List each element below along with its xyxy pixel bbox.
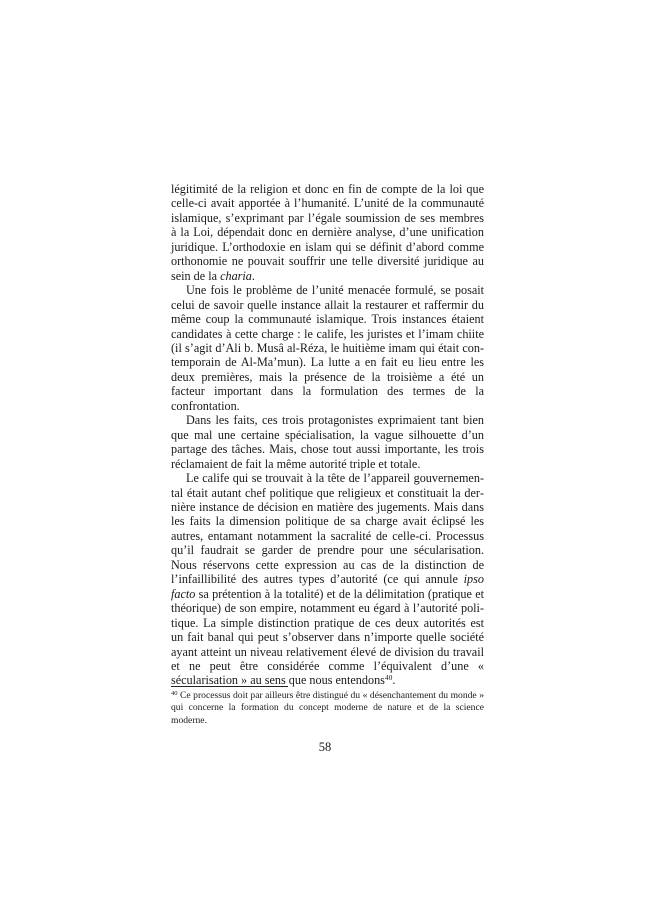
text-segment: Une fois le problème de l’unité menacée formulé, se posait celui de savoir quelle instance allait la restaurer et raffermir du même coup la communauté islamique. Trois instances étaient candidates à cette charge : le calife, les juristes et l’imam chiite (il s’agit d’Ali b. Musâ al-Réza, le huitième imam qui était contemporain de Al-Ma’mun). La lutte a en fait eu lieu entre les deux premières, mais la présence de la troisième a été un facteur important dans la formulation des termes de la confrontation. <box>171 283 484 413</box>
footnote-separator <box>171 686 288 687</box>
footnote-number: 40 <box>171 690 178 697</box>
body-text <box>171 182 484 688</box>
italic-text: ipso facto <box>171 572 484 601</box>
text-segment: légitimité de la religion et donc en fin de compte de la loi que celle-ci avait apportée à l’humanité. L’unité de la communauté islamique, s’exprimant par l’égale soumission de ses membres à la Loi, dépendait donc en dernière analyse, d’une unification juridique. L’orthodoxie en islam qui se définit d’abord comme orthonomie ne pouvait souffrir une telle diversité juridique au sein de la <box>171 182 484 283</box>
paragraph <box>171 283 484 413</box>
footnote <box>171 690 484 727</box>
text-segment: Le calife qui se trouvait à la tête de l’appareil gouvernemental était autant chef politique que religieux et constituait la dernière instance de décision en matière des jugements. Mais dans les faits la dimension politique de sa charge avait éclipsé les autres, entamant notamment la sacralité de celle-ci. Processus qu’il faudrait se garder de prendre pour une sécularisation. Nous réservons cette expression au cas de la distinction de l’infaillibilité des autres types d’autorité (ce qui annule <box>171 471 484 587</box>
text-segment: . <box>251 268 255 283</box>
page-number: 58 <box>318 740 332 754</box>
paragraph <box>171 413 484 471</box>
italic-text: charia <box>220 268 252 283</box>
paragraph <box>171 471 484 688</box>
footnote-reference: 40 <box>384 673 393 683</box>
text-segment: sa prétention à la totalité) et de la délimitation (pratique et théorique) de son empire, notamment eu égard à l’autorité politique. La simple distinction pratique de ces deux autorités est un fait banal qui peut s’observer dans n’importe quelle société ayant atteint un niveau relativement élevé de division du travail et ne peut être considérée comme l’équivalent d’une « sécularisation » au sens que nous entendons <box>171 586 484 688</box>
paragraph <box>171 182 484 283</box>
footnote-text: Ce processus doit par ailleurs être distingué du « désenchantement du monde » qui concerne la formation du concept moderne de nature et de la science moderne. <box>171 690 484 726</box>
text-segment: . <box>392 673 396 688</box>
text-segment: Dans les faits, ces trois protagonistes exprimaient tant bien que mal une certaine spécialisation, la vague silhouette d’un partage des tâches. Mais, chose tout aussi importante, les trois réclamaient de fait la même autorité triple et totale. <box>171 413 484 471</box>
